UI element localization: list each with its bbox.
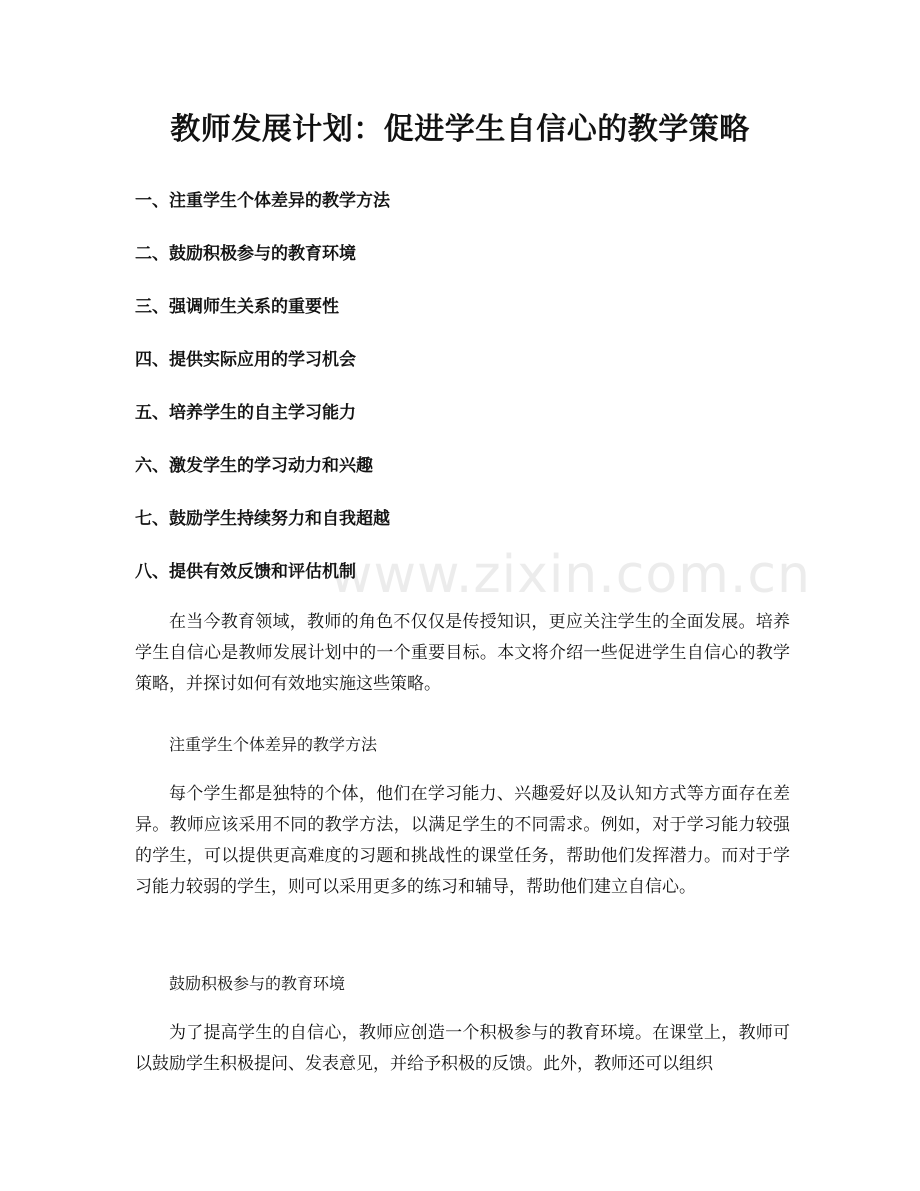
section-heading: 鼓励积极参与的教育环境 bbox=[169, 974, 346, 993]
section-heading: 注重学生个体差异的教学方法 bbox=[169, 735, 378, 754]
toc-item: 一、注重学生个体差异的教学方法 bbox=[135, 191, 390, 211]
toc-item: 八、提供有效反馈和评估机制 bbox=[135, 562, 356, 582]
toc-item: 二、鼓励积极参与的教育环境 bbox=[135, 244, 356, 264]
section-paragraph: 每个学生都是独特的个体，他们在学习能力、兴趣爱好以及认知方式等方面存在差异。教师应该采用不同的教学方法，以满足学生的不同需求。例如，对于学习能力较强的学生，可以提供更高难度的习题和挑战性的课堂任务，帮助他们发挥潜力。而对于学习能力较弱的学生，则可以采用更多的练习和辅导，帮助他们建立自信心。 bbox=[135, 784, 790, 897]
document-title: 教师发展计划：促进学生自信心的教学策略 bbox=[170, 112, 750, 147]
toc-item: 七、鼓励学生持续努力和自我超越 bbox=[135, 509, 390, 529]
table-of-contents bbox=[135, 186, 795, 610]
toc-item: 四、提供实际应用的学习机会 bbox=[135, 350, 356, 370]
toc-item: 三、强调师生关系的重要性 bbox=[135, 297, 339, 317]
toc-item: 六、激发学生的学习动力和兴趣 bbox=[135, 456, 373, 476]
toc-item: 五、培养学生的自主学习能力 bbox=[135, 403, 356, 423]
intro-paragraph: 在当今教育领域，教师的角色不仅仅是传授知识，更应关注学生的全面发展。培养学生自信心是教师发展计划中的一个重要目标。本文将介绍一些促进学生自信心的教学策略，并探讨如何有效地实施这些策略。 bbox=[135, 612, 790, 694]
watermark: www.zixin.com.cn bbox=[330, 545, 811, 605]
section-paragraph: 为了提高学生的自信心，教师应创造一个积极参与的教育环境。在课堂上，教师可以鼓励学生积极提问、发表意见，并给予积极的反馈。此外，教师还可以组织 bbox=[135, 1023, 790, 1074]
